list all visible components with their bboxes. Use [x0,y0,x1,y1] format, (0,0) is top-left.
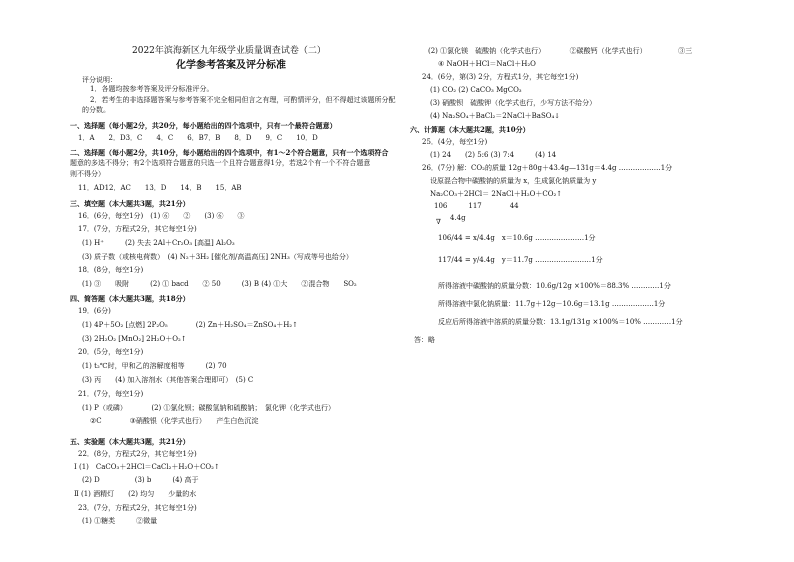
left-line: (1) P（或磷） (2) ①氯化钡；碳酸氢钠和硫酸钠； 氯化钾（化学式也行） [82,404,335,412]
left-line: (1) ③ 吸附 (2) ① bacd ② 50 (3) B (4) ①大 ②混合物 SO₂ [82,280,357,288]
left-line: 11．AD12．AC 13．D 14．B 15．AB [78,184,242,192]
left-line: 题意的多选不得分；有2个选项符合题意的只选一个且符合题意得1分，若选2个有一个不符合题意 [70,159,371,167]
left-line: 评分说明： [82,76,117,84]
left-line: 22．(8分，方程式2分，其它每空1分) [78,450,197,458]
left-line: 16．(6分，每空1分) (1) ⑥ ② (3) ⑥ ③ [78,212,245,220]
left-line: 五、实验题（本大题共3题，共21分） [70,437,190,446]
right-line: 设原混合物中碳酸钠的质量为 x，生成氯化钠质量为 y [430,177,597,185]
right-line: (2) ①氯化镁 硫酸钠（化学式也行） ②碳酸钙（化学式也行） ③三 [428,47,693,55]
right-line: 117/44 = y/4.4g y＝11.7g ……………………1分 [438,256,603,264]
left-line: (1) H⁺ (2) 失去 2Al＋Cr₂O₃ [高温] Al₂O₃ [82,239,235,247]
left-line: ②C ③硝酸银（化学式也行） 产生白色沉淀 [90,417,259,425]
left-line: Ⅰ (1) CaCO₃＋2HCl＝CaCl₂＋H₂O＋CO₂↑ [74,463,220,471]
right-line: (3) 硝酸钡 硫酸钾（化学式也行，少写方法不给分） [430,99,597,107]
left-line: 一、选择题（每小题2分，共20分，每小题给出的四个选项中，只有一个最符合题意） [70,121,337,130]
right-line: 106 117 44 [434,202,519,210]
left-line: 18．(8分，每空1分) [78,266,144,274]
right-line: ④ NaOH＋HCl＝NaCl＋H₂O [438,60,536,68]
left-line: 21．(7分，每空1分) [78,390,144,398]
right-line: 26．(7分) 解：CO₂的质量 12g＋80g＋43.4g—131g＝4.4g ………………1分 [422,164,673,172]
right-line: 24．(6分，第(3) 2分，方程式1分，其它每空1分) [422,73,579,81]
left-line: (3) 质子数（或核电荷数） (4) N₂＋3H₂ [催化剂/高温高压] 2NH₃（写成等号也给分） [82,253,353,261]
left-line: 则不得分） [70,170,105,178]
left-line: (3) 丙 (4) 加入溶剂水（其他答案合理即可） (5) C [82,376,254,384]
right-line: 25．(4分，每空1分) [422,138,488,146]
left-line: (3) 2H₂O₂ [MnO₂] 2H₂O＋O₂↑ [82,335,187,343]
left-line: 2022年滨海新区九年级学业质量调查试卷（二） [132,46,326,56]
left-line: 19．(6分) [78,307,111,315]
left-line: (1) 4P＋5O₂ [点燃] 2P₂O₅ (2) Zn＋H₂SO₄＝ZnSO₄＋H₂↑ [82,321,298,329]
left-line: 20．(5分，每空1分) [78,348,144,356]
left-line: 化学参考答案及评分标准 [176,60,286,71]
right-line: (1) 24 (2) 5:6 (3) 7:4 (4) 14 [430,151,557,159]
left-line: 的分数。 [82,106,110,114]
right-line: Na₂CO₃＋2HCl＝ 2NaCl＋H₂O＋CO₂↑ [430,190,563,198]
right-line: 所得溶液中碳酸钠的质量分数：10.6g/12g ×100%＝88.3% …………1分 [438,282,671,290]
right-line: (1) CO₂ (2) CaCO₃ MgCO₃ [430,86,522,94]
left-line: 四、简答题（本大题共3题，共18分） [70,294,190,303]
left-line: 17．(7分，方程式2分，其它每空1分) [78,225,197,233]
right-line: ∇ [436,218,441,226]
left-line: 2．若考生的非选择题答案与参考答案不完全相同但言之有理，可酌情评分，但不得超过该题所分配 [90,96,396,104]
left-line: Ⅱ (1) 酒精灯 (2) 均匀 少量的水 [74,490,197,498]
left-line: (2) D (3) b (4) 高于 [82,476,199,484]
right-line: 4.4g [450,214,466,222]
left-line: 三、填空题（本大题共3题，共21分） [70,199,190,208]
right-line: 反应后所得溶液中溶质的质量分数：13.1g/131g ×100%＝10% …………1分 [438,318,683,326]
left-line: (1) t₂℃时，甲和乙的溶解度相等 (2) 70 [82,362,227,370]
right-line: 106/44 = x/4.4g x＝10.6g …………………1分 [438,234,596,242]
right-line: 所得溶液中氯化钠质量：11.7g＋12g－10.6g＝13.1g ………………1分 [438,300,666,308]
right-line: (4) Na₂SO₄＋BaCl₂＝2NaCl＋BaSO₄↓ [430,112,561,120]
left-line: (1) ①糖类 ②微量 [82,517,158,525]
left-line: 1．A 2．D3．C 4．C 6．B7．B 8．D 9．C 10．D [78,134,318,142]
left-line: 二、选择题（每小题2分，共10分，每小题给出的四个选项中，有1～2个符合题意，只有一个选项符合 [70,148,389,157]
left-line: 1．各题均按参考答案及评分标准评分。 [90,85,214,93]
left-line: 23．(7分，方程式2分，其它每空1分) [78,504,197,512]
right-line: 六、计算题（本大题共2题，共10分） [410,125,530,134]
right-line: 答：略 [414,336,435,344]
